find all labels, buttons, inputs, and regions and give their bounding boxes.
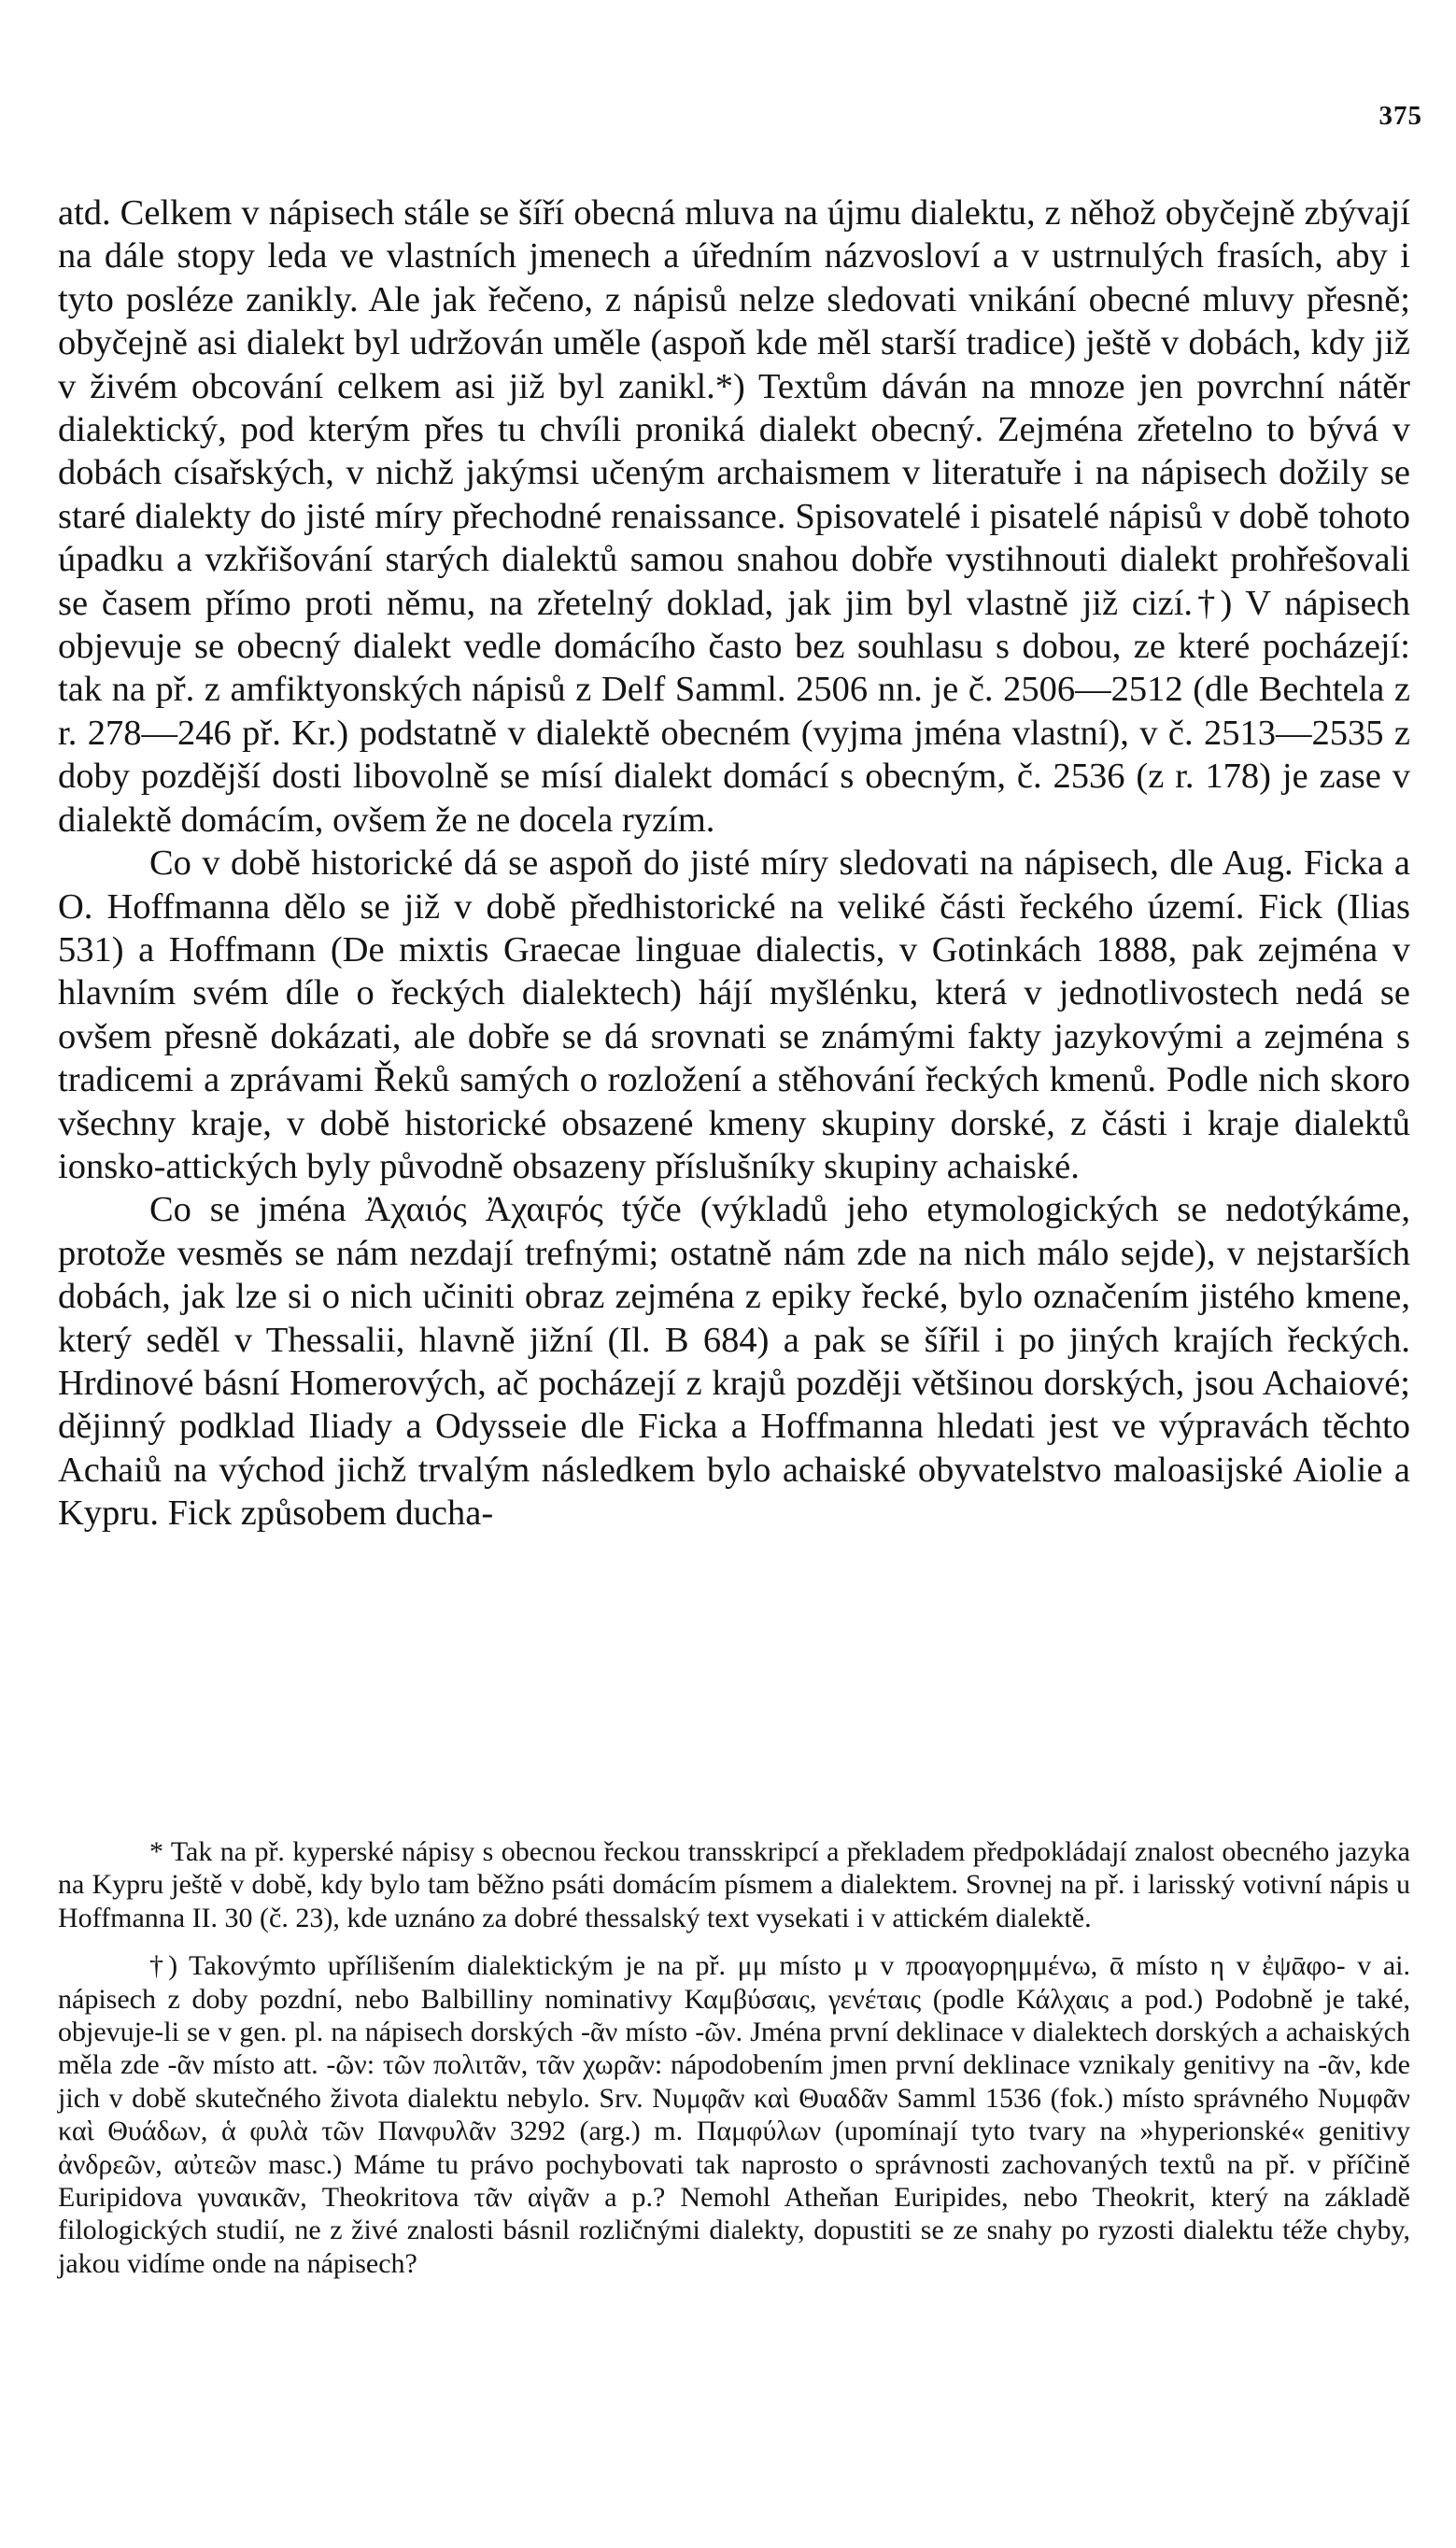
page-number: 375 (1378, 101, 1422, 131)
footnote-asterisk: * Tak na př. kyperské nápisy s obecnou řeckou transskripcí a překladem předpokládají znalost obecného jazyka na Kypru ještě v době, kdy bylo tam běžno psáti domácím písmem a dialektem. Srovnej na př. i larisský votivní nápis u Hoffmanna II. 30 (č. 23), kde uznáno za dobré thessalský text vysekati i v attickém dialektě. (58, 1836, 1410, 1933)
paragraph-3: Co se jména Ἀχαιός Ἀχαιϝός týče (výkladů jeho etymologických se nedotýkáme, protože vesměs se nám nezdají trefnými; ostatně nám zde na nich málo sejde), v nejstarších dobách, jak lze si o nich učiniti obraz zejména z epiky řecké, bylo označením jistého kmene, který seděl v Thessalii, hlavně jižní (Il. B 684) a pak se šířil i po jiných krajích řeckých. Hrdinové básní Homerových, ač pocházejí z krajů později většinou dorských, jsou Achaiové; dějinný podklad Iliady a Odysseie dle Ficka a Hoffmanna hledati jest ve výpravách těchto Achaiů na východ jichž trvalým následkem bylo achaiské obyvatelstvo maloasijské Aiolie a Kypru. Fick způsobem ducha- (58, 1190, 1410, 1534)
footnote-dagger: †) Takovýmto upřílišením dialektickým je na př. μμ místo μ v προαγορημμένω, ᾱ místo η v ἐψᾱφο- v ai. nápisech z doby pozdní, nebo Balbilliny nominativy Καμβύσαις, γενέταις (podle Κάλχαις a pod.) Podobně je také, objevuje-li se v gen. pl. na nápisech dorských -ᾶν místo -ῶν. Jména první deklinace v dialektech dorských a achaiských měla zde -ᾶν místo att. -ῶν: τῶν πολιτᾶν, τᾶν χωρᾶν: nápodobením jmen první deklinace vznikaly genitivy na -ᾶν, kde jich v době skutečného života dialektu nebylo. Srv. Νυμφᾶν καὶ Θυαδᾶν Samml 1536 (fok.) místo správného Νυμφᾶν καὶ Θυάδων, ἁ φυλὰ τῶν Πανφυλᾶν 3292 (arg.) m. Παμφύλων (upomínají tyto tvary na »hyperionské« genitivy ἀνδρεῶν, αὐτεῶν masc.) Máme tu právo pochybovati tak naprosto o správnosti zachovaných textů na př. v příčině Euripidova γυναικᾶν, Theokritova τᾶν αἰγᾶν a p.? Nemohl Atheňan Euripides, nebo Theokrit, který na základě filologických studií, ne z živé znalosti básnil rozličnými dialekty, dopustiti se ze snahy po ryzosti dialektu téže chyby, jakou vidíme onde na nápisech? (58, 1950, 1410, 2279)
paragraph-1: atd. Celkem v nápisech stále se šíří obecná mluva na újmu dialektu, z něhož obyčejně zbývají na dále stopy leda ve vlastních jmenech a úředním názvosloví a v ustrnulých frasích, aby i tyto posléze zanikly. Ale jak řečeno, z nápisů nelze sledovati vnikání obecné mluvy přesně; obyčejně asi dialekt byl udržován uměle (aspoň kde měl starší tradice) ještě v dobách, kdy již v živém obcování celkem asi již byl zanikl.*) Textům dáván na mnoze jen povrchní nátěr dialektický, pod kterým přes tu chvíli proniká dialekt obecný. Zejména zřetelno to bývá v dobách císařských, v nichž jakýmsi učeným archaismem v literatuře i na nápisech dožily se staré dialekty do jisté míry přechodné renaissance. Spisovatelé i pisatelé nápisů v době tohoto úpadku a vzkřišování starých dialektů samou snahou dobře vystihnouti dialekt prohřešovali se časem přímo proti němu, na zřetelný doklad, jak jim byl vlastně již cizí.†) V nápisech objevuje se obecný dialekt vedle domácího často bez souhlasu s dobou, ze které pocházejí: tak na př. z amfiktyonských nápisů z Delf Samml. 2506 nn. je č. 2506—2512 (dle Bechtela z r. 278—246 př. Kr.) podstatně v dialektě obecném (vyjma jména vlastní), v č. 2513—2535 z doby pozdější dosti libovolně se mísí dialekt domácí s obecným, č. 2536 (z r. 178) je zase v dialektě domácím, ovšem že ne docela ryzím. (58, 193, 1410, 840)
main-text (58, 191, 1410, 1536)
footnotes (58, 1835, 1410, 2280)
paragraph-2: Co v době historické dá se aspoň do jisté míry sledovati na nápisech, dle Aug. Ficka a O. Hoffmanna dělo se již v době předhistorické na veliké části řeckého území. Fick (Ilias 531) a Hoffmann (De mixtis Graecae linguae dialectis, v Gotinkách 1888, pak zejména v hlavním svém díle o řeckých dialektech) hájí myšlénku, která v jednotlivostech nedá se ovšem přesně dokázati, ale dobře se dá srovnati se známými fakty jazykovými a zejména s tradicemi a zprávami Řeků samých o rozložení a stěhování řeckých kmenů. Podle nich skoro všechny kraje, v době historické obsazené kmeny skupiny dorské, z části i kraje dialektů ionsko-attických byly původně obsazeny příslušníky skupiny achaiské. (58, 843, 1410, 1186)
